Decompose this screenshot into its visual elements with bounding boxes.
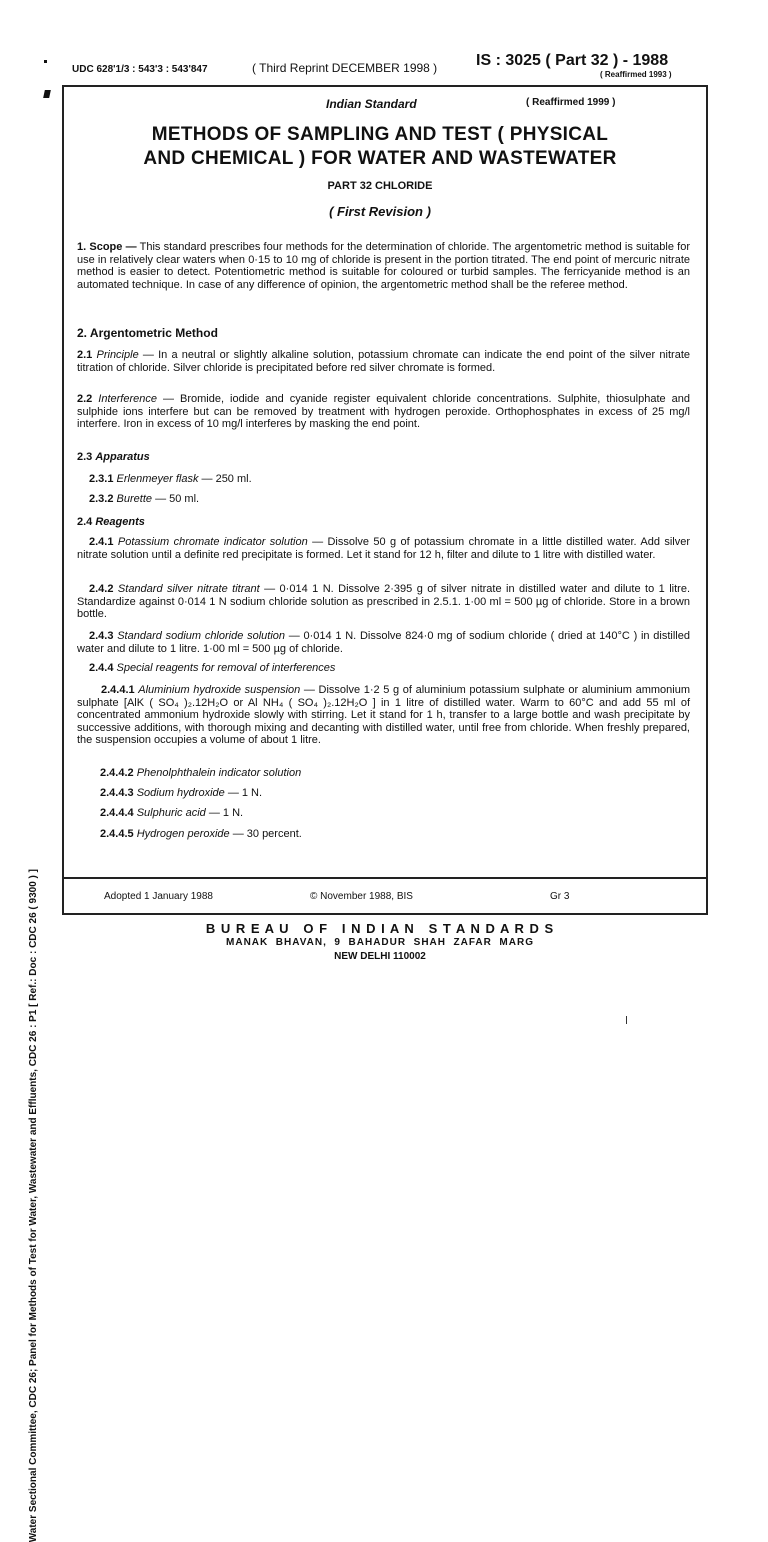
reprint-note: ( Third Reprint DECEMBER 1998 ) (252, 61, 438, 75)
scan-mark (626, 1016, 627, 1024)
para-2-4-4-4 (100, 807, 243, 819)
is-code: IS : 3025 ( Part 32 ) - 1988 (476, 52, 669, 69)
para-2-4-number: 2.4 (77, 516, 93, 528)
para-2-4-4-1-text: — Dissolve 1·2 5 g of aluminium potassium sulphate or aluminium ammonium sulphate [AlK ( SO₄ )₂.12H₂O or Al NH₄ ( SO₄ )₂.12H₂O ] in 1 litre of distilled water. Warm to 60°C and add 55 ml of concentrated ammonium hydroxide slowly with stirring. Let it stand for 1 h, transfer to a large bottle and wash precipitate by successive additions, with thorough mixing and decanting with distilled water, until free from chloride. When freshly prepared, the suspension occupies a volume of about 1 litre. (77, 684, 690, 746)
para-2-3-heading: Apparatus (95, 451, 150, 463)
para-2-3 (77, 451, 150, 463)
para-2-4-4-2-heading: Phenolphthalein indicator solution (136, 767, 302, 779)
section-2-heading: 2. Argentometric Method (77, 326, 218, 340)
para-2-4-4-2-number: 2.4.4.2 (100, 767, 134, 779)
para-2-4-4-5 (100, 828, 302, 840)
para-2-3-number: 2.3 (77, 451, 93, 463)
para-2-4-3-heading: Standard sodium chloride solution (117, 630, 285, 642)
para-2-4-4-1 (77, 684, 690, 747)
para-2-4-2-number: 2.4.2 (89, 583, 114, 595)
para-2-4-4-4-heading: Sulphuric acid (136, 807, 206, 819)
para-2-4-1-heading: Potassium chromate indicator solution (117, 536, 308, 548)
para-2-3-1-number: 2.3.1 (89, 473, 114, 485)
adopted-date: Adopted 1 January 1988 (104, 891, 213, 902)
para-2-4-3-number: 2.4.3 (89, 630, 114, 642)
para-2-4-4-3-text: — 1 N. (227, 787, 263, 799)
margin-dot (44, 60, 47, 63)
para-2-4-4 (89, 662, 335, 674)
part-label: PART 32 CHLORIDE (327, 180, 433, 192)
para-2-1-number: 2.1 (77, 349, 93, 361)
para-2-4-2-text: — 0·014 1 N. Dissolve 2·395 g of silver nitrate in distilled water and dilute to 1 litre. Standardize against 0·014 1 N sodium chloride solution as prescribed in 2.5.1. 1·00 ml = 500 µg of chloride. Store in a brown bottle. (77, 583, 690, 620)
para-2-4-4-heading: Special reagents for removal of interferences (116, 662, 336, 674)
para-2-4-4-5-heading: Hydrogen peroxide (136, 828, 230, 840)
para-2-4-4-3-number: 2.4.4.3 (100, 787, 134, 799)
para-2-4-2-heading: Standard silver nitrate titrant (117, 583, 260, 595)
side-committee-text: Water Sectional Committee, CDC 26; Panel for Methods of Test for Water, Wastewater and Effluents, CDC 26 : P1 [ Ref.: Doc : CDC 26 ( 9300 ) ] (28, 869, 39, 1542)
para-2-1-heading: Principle (96, 349, 139, 361)
para-2-4-4-4-text: — 1 N. (208, 807, 244, 819)
para-2-3-2-number: 2.3.2 (89, 493, 114, 505)
copyright: © November 1988, BIS (310, 891, 413, 902)
para-2-2 (77, 393, 690, 431)
para-2-1-text: — In a neutral or slightly alkaline solution, potassium chromate can indicate the end point of the silver nitrate titration of chloride. Silver chloride is precipitated before red silver chromate is formed. (77, 349, 690, 374)
margin-mark (43, 90, 51, 98)
para-2-4-4-number: 2.4.4 (89, 662, 114, 674)
para-2-3-2-heading: Burette (116, 493, 152, 505)
para-2-4-2 (77, 583, 690, 621)
para-2-3-1-text: — 250 ml. (201, 473, 252, 485)
para-2-4-3 (77, 630, 690, 655)
revision-label: ( First Revision ) (329, 204, 431, 219)
para-2-4-4-5-text: — 30 percent. (232, 828, 302, 840)
para-2-4-4-3-heading: Sodium hydroxide (136, 787, 225, 799)
para-2-3-2 (89, 493, 199, 505)
document-title-line1: METHODS OF SAMPLING AND TEST ( PHYSICAL (151, 124, 609, 145)
para-2-2-number: 2.2 (77, 393, 93, 405)
footer-box (62, 877, 708, 915)
para-2-4-heading: Reagents (95, 516, 145, 528)
standard-label: Indian Standard (326, 97, 417, 111)
para-2-4-4-2 (100, 767, 301, 779)
para-2-2-text: — Bromide, iodide and cyanide register equivalent chloride concentrations. Sulphite, thiosulphate and sulphide ions interfere but can be removed by treatment with hydrogen peroxide. Orthophosphates in excess of 25 mg/l interfere. Iron in excess of 10 mg/l interferes by masking the end point. (77, 393, 690, 430)
para-2-4-4-1-heading: Aluminium hydroxide suspension (138, 684, 301, 696)
document-title-line2: AND CHEMICAL ) FOR WATER AND WASTEWATER (143, 148, 617, 169)
reaffirmed-label: ( Reaffirmed 1999 ) (526, 97, 616, 108)
bis-address: MANAK BHAVAN, 9 BAHADUR SHAH ZAFAR MARG (226, 937, 534, 948)
para-2-2-heading: Interference (98, 393, 157, 405)
para-2-4-4-5-number: 2.4.4.5 (100, 828, 134, 840)
para-2-4-1-text: — Dissolve 50 g of potassium chromate in a little distilled water. Add silver nitrate solution until a definite red precipitate is formed. Let it stand for 12 h, filter and dilute to 1 litre with distilled water. (77, 536, 691, 561)
reaffirmed-top: ( Reaffirmed 1993 ) (600, 70, 672, 79)
para-2-4-4-3 (100, 787, 262, 799)
para-2-4-4-1-number: 2.4.4.1 (101, 684, 135, 696)
para-2-4 (77, 516, 145, 528)
para-2-3-1-heading: Erlenmeyer flask (116, 473, 199, 485)
scope-text: This standard prescribes four methods for the determination of chloride. The argentometric method is suitable for use in relatively clear waters when 0·15 to 10 mg of chloride is present in the portion titrated. The end point of mercuric nitrate method is easier to detect. Potentiometric method is suitable for coloured or turbid samples. The ferricyanide method is an automated technique. In case of any difference of opinion, the argentometric method shall be the referee method. (77, 241, 691, 291)
para-2-4-1-number: 2.4.1 (89, 536, 114, 548)
para-2-4-1 (77, 536, 690, 561)
para-2-3-1 (89, 473, 252, 485)
side-committee-text-container (28, 160, 44, 1542)
udc-code: UDC 628'1/3 : 543'3 : 543'847 (72, 64, 208, 75)
grade: Gr 3 (550, 891, 570, 902)
bis-name: B U R E A U O F I N D I A N S T A N D A R D S (205, 921, 555, 936)
bis-city: NEW DELHI 110002 (334, 951, 426, 962)
para-2-4-4-4-number: 2.4.4.4 (100, 807, 134, 819)
para-2-1 (77, 349, 690, 374)
para-2-3-2-text: — 50 ml. (155, 493, 200, 505)
para-2-4-3-text: — 0·014 1 N. Dissolve 824·0 mg of sodium chloride ( dried at 140°C ) in distilled water and dilute to 1 litre. 1·00 ml = 500 µg of chloride. (77, 630, 690, 655)
scope-heading: 1. Scope — (77, 241, 137, 253)
scope-paragraph (77, 241, 690, 291)
